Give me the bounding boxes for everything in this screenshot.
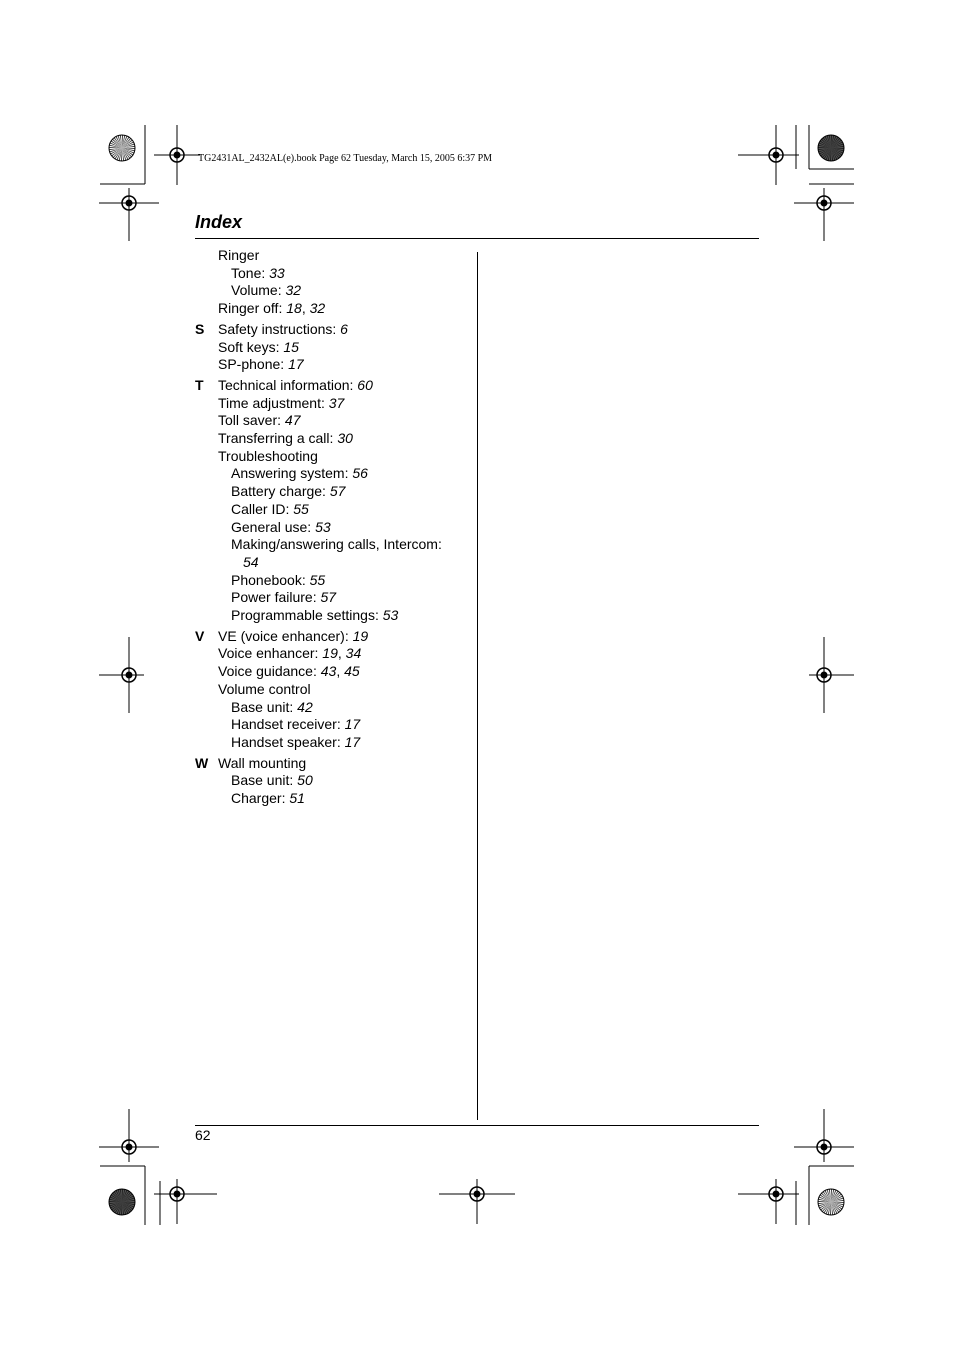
- print-slug: TG2431AL_2432AL(e).book Page 62 Tuesday, March 15, 2005 6:37 PM: [198, 153, 493, 164]
- index-entry: [195, 536, 470, 554]
- index-entry: [195, 321, 470, 339]
- index-entry: [195, 699, 470, 717]
- index-page-ref: 42: [297, 698, 313, 715]
- index-page-ref: 6: [340, 320, 348, 337]
- index-entry-text: Safety instructions:: [218, 320, 341, 337]
- starburst-target-top-left: [109, 135, 135, 161]
- index-entry: [195, 356, 470, 374]
- index-page-ref: 18: [286, 300, 302, 317]
- header-rule: [195, 238, 759, 239]
- starburst-target-top-right: [818, 135, 844, 161]
- index-entry: [195, 448, 470, 466]
- index-entry: Ringer off: 18, 32: [218, 300, 326, 317]
- index-entry-text: VE (voice enhancer):: [218, 627, 353, 644]
- index-entry-text: Troubleshooting: [218, 447, 318, 464]
- index-entry-text: Volume control: [218, 680, 311, 697]
- index-entry: [195, 282, 470, 300]
- index-page-ref: 19: [322, 645, 338, 662]
- index-entry: [195, 501, 470, 519]
- index-entry-text: Time adjustment:: [218, 394, 329, 411]
- index-entry-text: Power failure:: [231, 589, 321, 606]
- index-entry-text: Transferring a call:: [218, 430, 338, 447]
- page-number: 62: [195, 1127, 211, 1143]
- index-group: [195, 628, 470, 752]
- index-entry-text: Answering system:: [231, 465, 353, 482]
- index-page-ref: 55: [293, 500, 309, 517]
- index-entry: [195, 247, 470, 265]
- page-title: Index: [195, 212, 243, 232]
- index-entry-text: Charger:: [231, 790, 290, 807]
- index-group: [195, 321, 470, 374]
- index-page-ref: 57: [320, 589, 337, 606]
- index-entry-text: Toll saver:: [218, 412, 285, 429]
- index-entry: [195, 755, 470, 773]
- index-group: [195, 755, 470, 808]
- index-entry: [195, 589, 470, 607]
- index-entry: [195, 572, 470, 590]
- index-entry-text: Caller ID:: [231, 500, 294, 517]
- index-entry: [195, 412, 470, 430]
- index-entry: [195, 790, 470, 808]
- index-page-ref: 53: [382, 607, 399, 624]
- index-page-ref: 54: [243, 553, 259, 570]
- index-page-ref: 56: [352, 465, 368, 482]
- index-page-ref: 43: [320, 663, 337, 680]
- index-entry: [195, 716, 470, 734]
- index-entry-text: Technical information:: [218, 376, 358, 393]
- index-entry-text: Handset speaker:: [231, 733, 345, 750]
- index-entry-text: Ringer off:: [218, 300, 287, 317]
- index-entry-text: Programmable settings:: [231, 607, 383, 624]
- index-entry-text: Base unit:: [231, 698, 298, 715]
- index-letter: W: [195, 754, 209, 771]
- index-entry-text: Ringer: [218, 247, 260, 263]
- index-entry-text: Battery charge:: [231, 483, 330, 500]
- column-divider: [477, 252, 478, 1120]
- index-page-ref: 60: [357, 376, 373, 393]
- index-page-ref: 19: [352, 627, 369, 644]
- footer-rule: [195, 1125, 759, 1126]
- index-page-ref: 32: [285, 282, 302, 299]
- index-entry: [195, 377, 470, 395]
- index-entry: [195, 519, 470, 537]
- index-entry: [195, 395, 470, 413]
- index-entry: [195, 265, 470, 283]
- index-entry-text: Base unit:: [231, 772, 298, 789]
- index-page-ref: 53: [315, 518, 331, 535]
- starburst-target-bottom-right: [818, 1189, 844, 1215]
- index-page-ref: 32: [309, 300, 326, 317]
- index-page-ref: 15: [283, 338, 299, 355]
- index-letter: S: [195, 320, 205, 337]
- index-page-ref: 17: [288, 356, 304, 373]
- index-entry: [195, 339, 470, 357]
- index-entry: [195, 465, 470, 483]
- index-entry: [195, 430, 470, 448]
- index-page-ref: 37: [328, 394, 345, 411]
- index-entry-text: Making/answering calls, Intercom:: [231, 536, 442, 553]
- index-page-ref: 45: [344, 663, 360, 680]
- index-page-ref: 34: [345, 645, 362, 662]
- index-entry: [195, 607, 470, 625]
- index-entry-text: Wall mounting: [218, 754, 307, 771]
- index-entry-text: Volume:: [231, 282, 286, 299]
- index-page-ref: 33: [269, 264, 285, 281]
- index-entry: [195, 734, 470, 752]
- index-entry: [195, 554, 470, 572]
- index-entry: [195, 681, 470, 699]
- index-page-ref: 17: [344, 733, 361, 750]
- index-entry-text: SP-phone:: [218, 356, 289, 373]
- index-entry-text: Tone:: [231, 264, 270, 281]
- index-entry: Voice enhancer: 19, 34: [218, 645, 362, 662]
- index-list: [195, 247, 470, 811]
- index-entry-text: Voice guidance:: [218, 663, 321, 680]
- index-page-ref: 17: [344, 716, 361, 733]
- index-page-ref: 57: [329, 483, 346, 500]
- index-entry-text: Voice enhancer:: [218, 645, 323, 662]
- index-entry-text: Phonebook:: [231, 571, 310, 588]
- index-entry: Voice guidance: 43, 45: [218, 663, 360, 680]
- index-page-ref: 51: [289, 790, 305, 807]
- index-entry: [195, 483, 470, 501]
- index-entry-text: General use:: [231, 518, 316, 535]
- index-page-ref: 47: [284, 412, 301, 429]
- index-letter: V: [195, 627, 205, 644]
- index-group: [195, 247, 470, 318]
- index-letter: T: [195, 376, 204, 393]
- index-group: [195, 377, 470, 625]
- index-page-ref: 30: [337, 430, 353, 447]
- index-page-ref: 55: [309, 571, 326, 588]
- index-page-ref: 50: [297, 772, 313, 789]
- starburst-target-bottom-left: [109, 1189, 135, 1215]
- index-entry: [195, 628, 470, 646]
- index-entry: [195, 772, 470, 790]
- index-entry-text: Soft keys:: [218, 338, 284, 355]
- index-entry-text: Handset receiver:: [231, 716, 345, 733]
